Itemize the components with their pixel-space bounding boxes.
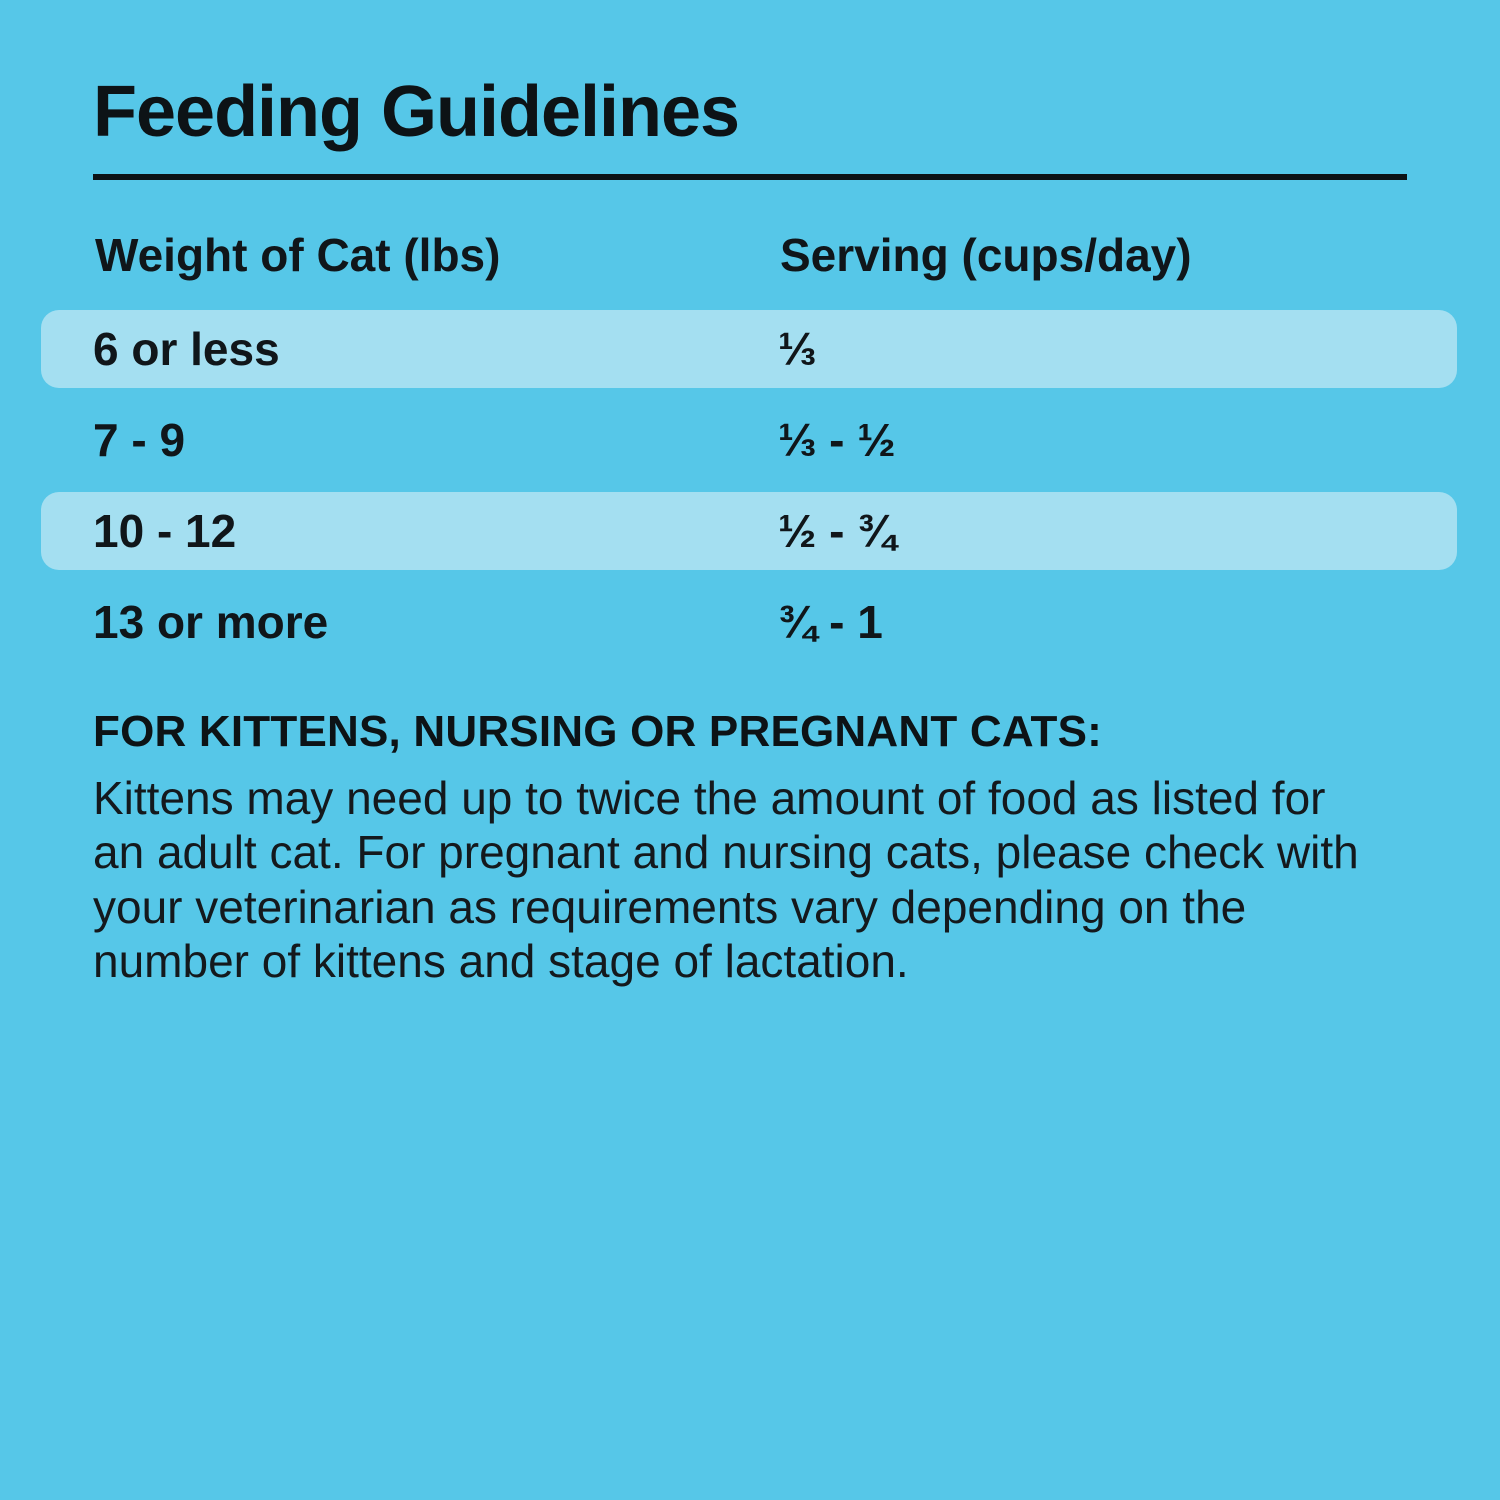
table-row (41, 492, 1457, 570)
weight-cell: 6 or less (93, 323, 280, 375)
serving-cell: ¾ - 1 (778, 596, 883, 648)
serving-cell: ⅓ - ½ (778, 414, 896, 466)
weight-cell: 10 - 12 (93, 505, 237, 557)
table-body (41, 310, 1457, 661)
feeding-table (93, 228, 1407, 661)
table-header-row (93, 228, 1407, 282)
column-header-serving: Serving (cups/day) (780, 229, 1192, 281)
serving-cell: ⅓ (778, 323, 817, 375)
weight-cell: 7 - 9 (93, 414, 186, 466)
weight-cell: 13 or more (93, 596, 329, 648)
table-row (41, 583, 1457, 661)
serving-cell: ½ - ¾ (778, 505, 896, 557)
kitten-note-heading: FOR KITTENS, NURSING OR PREGNANT CATS: (93, 707, 1103, 756)
kitten-note (93, 707, 1407, 988)
table-row (41, 401, 1457, 479)
title-divider (93, 174, 1407, 180)
page-title: Feeding Guidelines (93, 72, 740, 152)
table-row (41, 310, 1457, 388)
column-header-weight: Weight of Cat (lbs) (95, 229, 501, 281)
kitten-note-body: Kittens may need up to twice the amount of food as listed for an adult cat. For pregnant and nursing cats, please check with your veterinarian as requirements vary depending on the number of kittens and stage of lactation. (93, 772, 1359, 987)
